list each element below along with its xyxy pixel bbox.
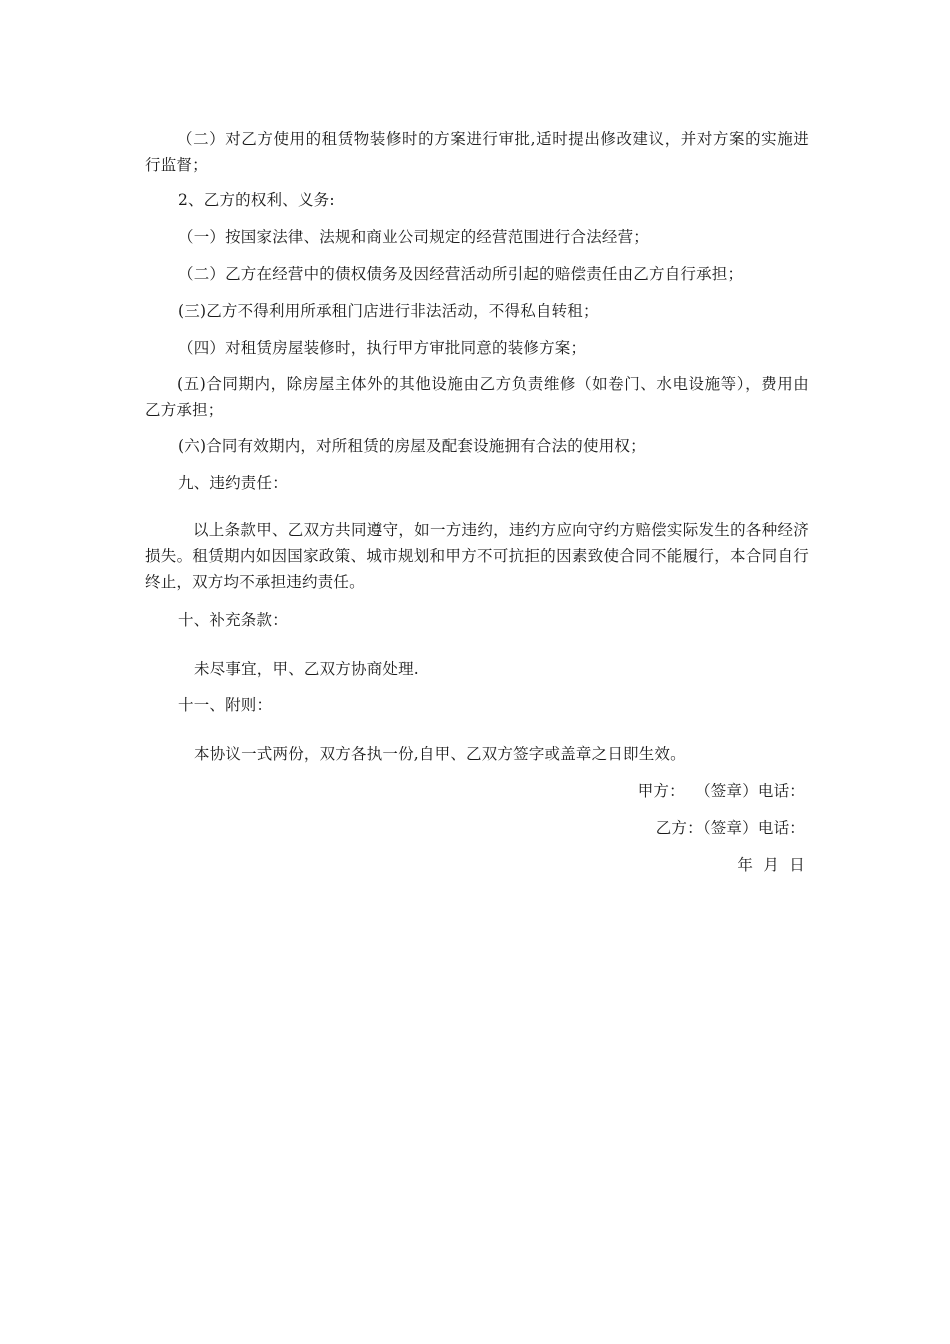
signature-date: 年 月 日 xyxy=(737,856,805,874)
signature-party-a: 甲方： （签章）电话： xyxy=(637,782,805,800)
clause-b5-maintenance: (五)合同期内，除房屋主体外的其他设施由乙方负责维修（如卷门、水电设施等），费用由乙方承担； xyxy=(145,375,809,419)
signature-party-b: 乙方：（签章）电话： xyxy=(655,819,805,837)
section-9-title: 九、违约责任： xyxy=(178,474,288,492)
section-10-body: 未尽事宜，甲、乙双方协商处理. xyxy=(194,660,419,678)
section-9-body: 以上条款甲、乙双方共同遵守，如一方违约，违约方应向守约方赔偿实际发生的各种经济损失。租赁期内如因国家政策、城市规划和甲方不可抗拒的因素致使合同不能履行，本合同自行终止，双方均不承担违约责任。 xyxy=(145,521,809,591)
clause-b4-renovation-plan: （四）对租赁房屋装修时，执行甲方审批同意的装修方案； xyxy=(178,339,587,357)
heading-party-b-rights: 2、乙方的权利、义务: xyxy=(178,191,335,209)
clause-a2-review-renovation: （二）对乙方使用的租赁物装修时的方案进行审批,适时提出修改建议，并对方案的实施进行监督； xyxy=(145,130,809,174)
clause-b1-legal-operation: （一）按国家法律、法规和商业公司规定的经营范围进行合法经营； xyxy=(178,228,650,246)
section-11-title: 十一、附则： xyxy=(178,696,273,714)
clause-b2-debts-liability: （二）乙方在经营中的债权债务及因经营活动所引起的赔偿责任由乙方自行承担； xyxy=(178,265,744,283)
section-10-title: 十、补充条款： xyxy=(178,611,288,629)
clause-b6-usage-right: (六)合同有效期内，对所租赁的房屋及配套设施拥有合法的使用权； xyxy=(178,437,646,455)
section-11-body: 本协议一式两份，双方各执一份,自甲、乙双方签字或盖章之日即生效。 xyxy=(194,745,686,763)
clause-b3-no-illegal-sublet: (三)乙方不得利用所承租门店进行非法活动，不得私自转租； xyxy=(178,302,599,320)
